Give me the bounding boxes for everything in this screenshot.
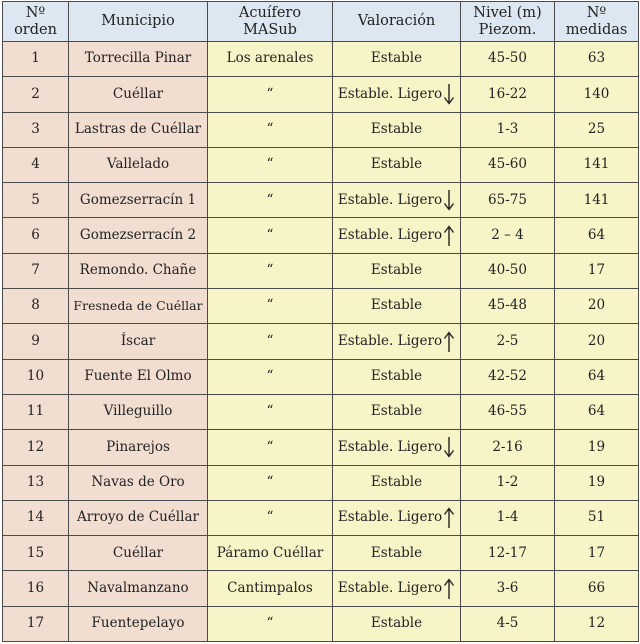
cell-municipio: Navalmanzano [69, 571, 208, 606]
cell-orden: 16 [3, 571, 69, 606]
cell-orden: 14 [3, 500, 69, 535]
cell-municipio: Cuéllar [69, 536, 208, 571]
cell-valoracion [333, 42, 461, 77]
table-row [3, 500, 639, 535]
cell-nivel: 4-5 [461, 606, 555, 641]
table-row [3, 42, 639, 77]
cell-medidas: 141 [555, 147, 639, 182]
valoracion-wrap [371, 298, 422, 314]
valoracion-wrap [371, 616, 422, 632]
cell-acuifero: “ [208, 606, 333, 641]
valoracion-text: Estable [370, 262, 423, 279]
valoracion-wrap [371, 122, 422, 138]
cell-orden: 12 [3, 430, 69, 465]
cell-orden: 4 [3, 147, 69, 182]
table-row [3, 289, 639, 324]
cell-valoracion [333, 536, 461, 571]
cell-orden: 1 [3, 42, 69, 77]
valoracion-text: Estable. Ligero [337, 332, 443, 349]
valoracion-text: Estable. Ligero [337, 85, 443, 102]
cell-valoracion [333, 112, 461, 147]
arrow-up-icon [443, 331, 455, 353]
cell-nivel: 45-50 [461, 42, 555, 77]
cell-nivel: 45-48 [461, 289, 555, 324]
cell-municipio: Navas de Oro [69, 465, 208, 500]
valoracion-wrap [371, 51, 422, 67]
cell-medidas: 20 [555, 324, 639, 359]
cell-nivel: 12-17 [461, 536, 555, 571]
cell-valoracion [333, 77, 461, 112]
cell-municipio: Íscar [69, 324, 208, 359]
header-row [3, 2, 639, 42]
cell-valoracion [333, 218, 461, 253]
cell-valoracion [333, 147, 461, 182]
cell-acuifero: “ [208, 500, 333, 535]
cell-orden: 15 [3, 536, 69, 571]
cell-medidas: 51 [555, 500, 639, 535]
cell-valoracion [333, 394, 461, 429]
cell-medidas: 140 [555, 77, 639, 112]
valoracion-wrap [371, 157, 422, 173]
cell-nivel: 1-2 [461, 465, 555, 500]
cell-valoracion [333, 324, 461, 359]
cell-nivel: 2-5 [461, 324, 555, 359]
header-orden-line2: orden [14, 21, 57, 38]
cell-municipio: Fuentepelayo [69, 606, 208, 641]
cell-acuifero: “ [208, 147, 333, 182]
cell-orden: 10 [3, 359, 69, 394]
header-nivel [461, 2, 555, 42]
header-medidas-line1: Nº [586, 4, 607, 21]
valoracion-wrap [371, 475, 422, 491]
cell-valoracion [333, 430, 461, 465]
cell-orden: 13 [3, 465, 69, 500]
cell-acuifero: “ [208, 394, 333, 429]
cell-nivel: 65-75 [461, 183, 555, 218]
table-row [3, 218, 639, 253]
cell-medidas: 20 [555, 289, 639, 324]
cell-valoracion [333, 289, 461, 324]
cell-medidas: 64 [555, 394, 639, 429]
cell-medidas: 17 [555, 536, 639, 571]
cell-municipio: Pinarejos [69, 430, 208, 465]
valoracion-wrap [371, 404, 422, 420]
valoracion-text: Estable. Ligero [337, 579, 443, 596]
valoracion-wrap [338, 578, 455, 600]
cell-valoracion [333, 359, 461, 394]
cell-nivel: 3-6 [461, 571, 555, 606]
cell-medidas: 17 [555, 253, 639, 288]
cell-orden: 6 [3, 218, 69, 253]
cell-nivel: 2-16 [461, 430, 555, 465]
arrow-up-icon [443, 578, 455, 600]
valoracion-wrap [338, 189, 455, 211]
cell-acuifero: “ [208, 359, 333, 394]
cell-orden: 2 [3, 77, 69, 112]
cell-municipio: Torrecilla Pinar [69, 42, 208, 77]
table-row [3, 253, 639, 288]
cell-orden: 5 [3, 183, 69, 218]
cell-municipio: Remondo. Chañe [69, 253, 208, 288]
cell-nivel: 2 – 4 [461, 218, 555, 253]
header-acuifero [208, 2, 333, 42]
cell-acuifero: Cantimpalos [208, 571, 333, 606]
cell-medidas: 25 [555, 112, 639, 147]
header-orden-line1: Nº [25, 4, 46, 21]
cell-orden: 17 [3, 606, 69, 641]
valoracion-wrap [338, 83, 455, 105]
cell-medidas: 66 [555, 571, 639, 606]
table-row [3, 147, 639, 182]
cell-valoracion [333, 606, 461, 641]
arrow-down-icon [443, 189, 455, 211]
cell-acuifero: “ [208, 289, 333, 324]
arrow-up-icon [443, 507, 455, 529]
cell-valoracion [333, 571, 461, 606]
valoracion-text: Estable [370, 615, 423, 632]
cell-medidas: 64 [555, 218, 639, 253]
valoracion-text: Estable [370, 544, 423, 561]
valoracion-wrap [338, 507, 455, 529]
cell-orden: 11 [3, 394, 69, 429]
table-row [3, 571, 639, 606]
valoracion-text: Estable [370, 50, 423, 67]
cell-valoracion [333, 183, 461, 218]
header-nivel-line2: Piezom. [478, 21, 537, 38]
valoracion-text: Estable. Ligero [337, 226, 443, 243]
cell-acuifero: “ [208, 77, 333, 112]
cell-acuifero: Páramo Cuéllar [208, 536, 333, 571]
valoracion-text: Estable. Ligero [337, 191, 443, 208]
table-row [3, 112, 639, 147]
header-orden [3, 2, 69, 42]
header-valoracion: Valoración [333, 2, 461, 42]
cell-municipio: Gomezserracín 2 [69, 218, 208, 253]
header-medidas-line2: medidas [565, 21, 628, 38]
valoracion-text: Estable [370, 368, 423, 385]
valoracion-wrap [338, 436, 455, 458]
header-medidas [555, 2, 639, 42]
arrow-down-icon [443, 83, 455, 105]
cell-orden: 8 [3, 289, 69, 324]
valoracion-wrap [338, 331, 455, 353]
cell-valoracion [333, 465, 461, 500]
cell-nivel: 45-60 [461, 147, 555, 182]
cell-medidas: 141 [555, 183, 639, 218]
table-row [3, 359, 639, 394]
valoracion-text: Estable [370, 156, 423, 173]
cell-nivel: 40-50 [461, 253, 555, 288]
cell-medidas: 64 [555, 359, 639, 394]
valoracion-wrap [371, 369, 422, 385]
cell-acuifero: “ [208, 430, 333, 465]
table-row [3, 536, 639, 571]
cell-medidas: 19 [555, 465, 639, 500]
table-row [3, 77, 639, 112]
cell-valoracion [333, 500, 461, 535]
header-nivel-line1: Nivel (m) [473, 4, 542, 21]
valoracion-text: Estable. Ligero [337, 438, 443, 455]
cell-nivel: 16-22 [461, 77, 555, 112]
valoracion-wrap [338, 225, 455, 247]
cell-municipio: Arroyo de Cuéllar [69, 500, 208, 535]
cell-municipio: Vallelado [69, 147, 208, 182]
cell-municipio: Cuéllar [69, 77, 208, 112]
cell-medidas: 63 [555, 42, 639, 77]
cell-nivel: 42-52 [461, 359, 555, 394]
cell-municipio: Lastras de Cuéllar [69, 112, 208, 147]
arrow-up-icon [443, 225, 455, 247]
table-header [3, 2, 639, 42]
cell-municipio: Fresneda de Cuéllar [69, 289, 208, 324]
valoracion-text: Estable [370, 120, 423, 137]
cell-nivel: 1-3 [461, 112, 555, 147]
cell-acuifero: “ [208, 253, 333, 288]
valoracion-text: Estable [370, 473, 423, 490]
cell-orden: 3 [3, 112, 69, 147]
valoracion-text: Estable [370, 403, 423, 420]
table-row [3, 430, 639, 465]
cell-acuifero: “ [208, 324, 333, 359]
table-row [3, 324, 639, 359]
valoracion-wrap [371, 263, 422, 279]
table-row [3, 183, 639, 218]
header-municipio: Municipio [69, 2, 208, 42]
table-body [3, 42, 639, 642]
table-row [3, 394, 639, 429]
cell-orden: 9 [3, 324, 69, 359]
table-row [3, 465, 639, 500]
valoracion-text: Estable [370, 297, 423, 314]
piezometric-table [2, 1, 639, 642]
cell-nivel: 46-55 [461, 394, 555, 429]
cell-medidas: 12 [555, 606, 639, 641]
cell-municipio: Gomezserracín 1 [69, 183, 208, 218]
cell-valoracion [333, 253, 461, 288]
table-row [3, 606, 639, 641]
header-acuifero-line2: MASub [243, 21, 297, 38]
cell-acuifero: “ [208, 218, 333, 253]
arrow-down-icon [443, 436, 455, 458]
cell-orden: 7 [3, 253, 69, 288]
cell-medidas: 19 [555, 430, 639, 465]
valoracion-wrap [371, 546, 422, 562]
header-acuifero-line1: Acuífero [238, 4, 302, 21]
cell-municipio: Villeguillo [69, 394, 208, 429]
cell-nivel: 1-4 [461, 500, 555, 535]
cell-acuifero: Los arenales [208, 42, 333, 77]
cell-acuifero: “ [208, 465, 333, 500]
valoracion-text: Estable. Ligero [337, 509, 443, 526]
cell-acuifero: “ [208, 183, 333, 218]
cell-municipio: Fuente El Olmo [69, 359, 208, 394]
cell-acuifero: “ [208, 112, 333, 147]
